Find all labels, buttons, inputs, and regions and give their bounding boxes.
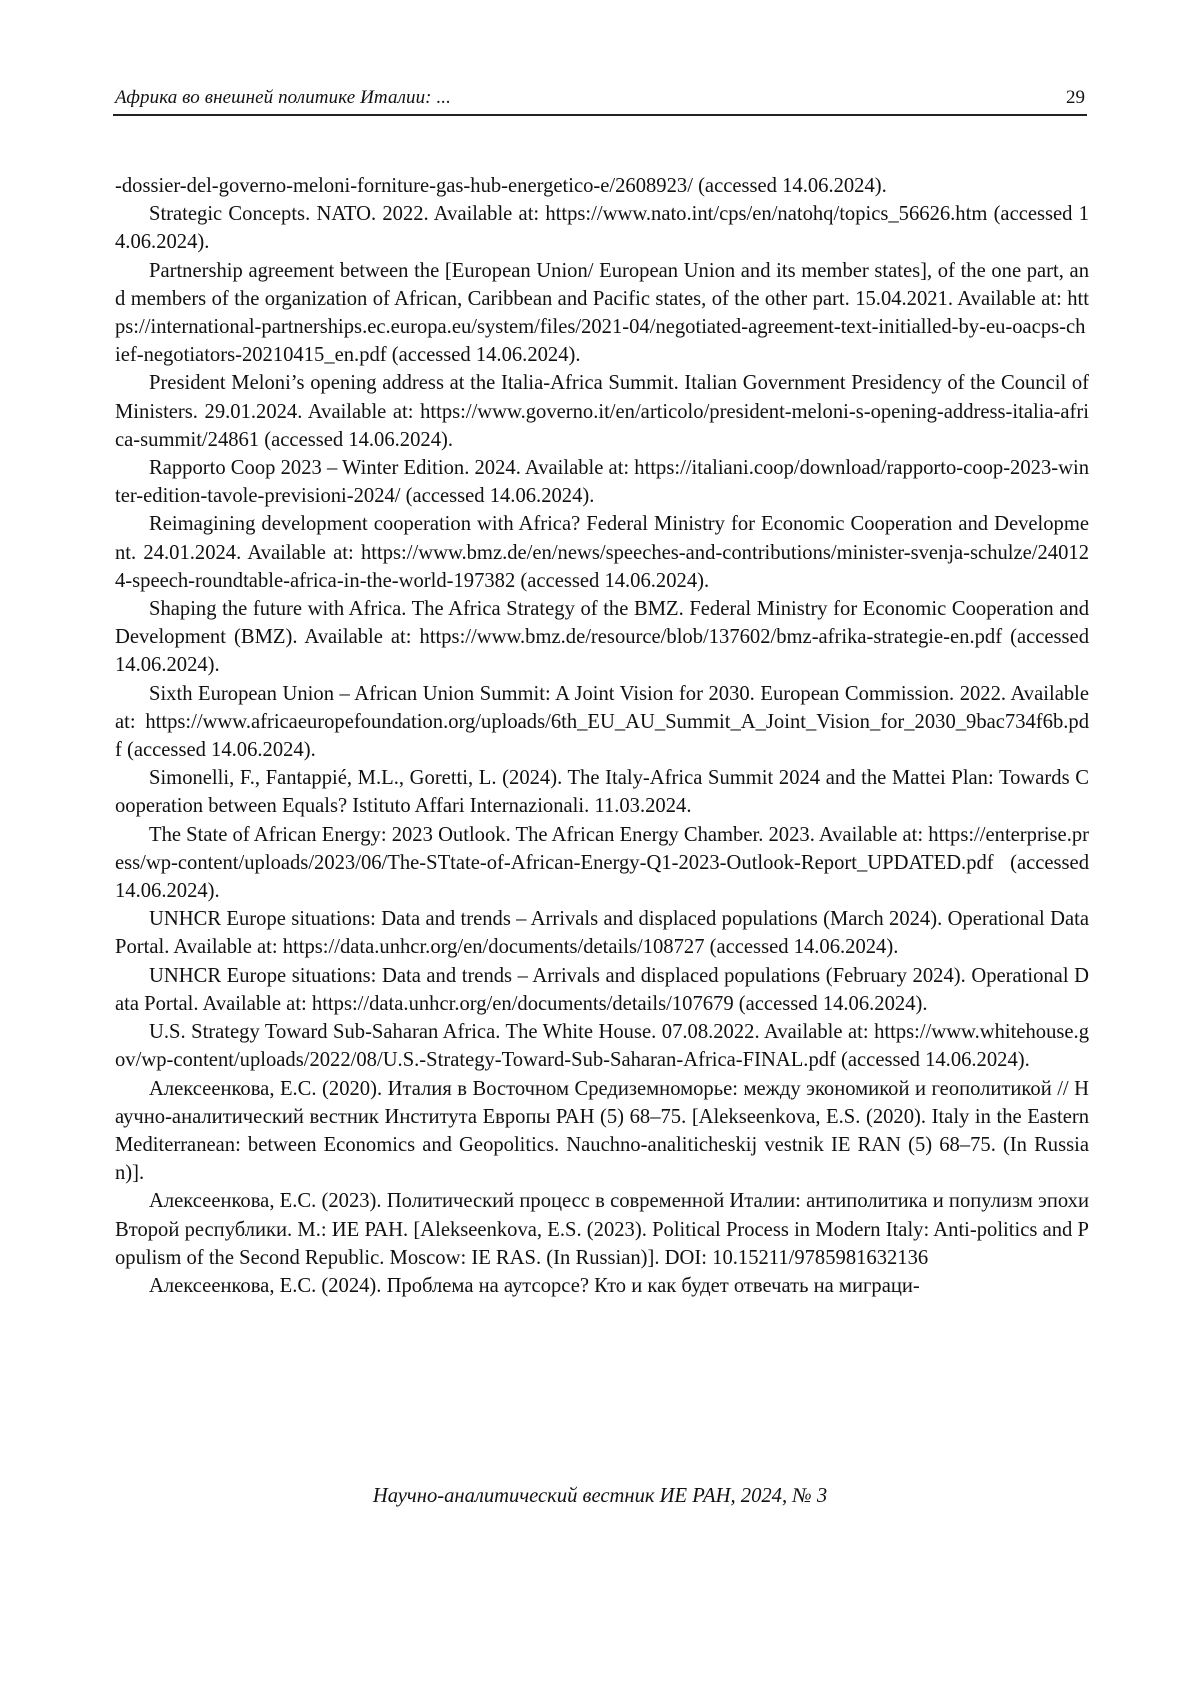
reference-entry: The State of African Energy: 2023 Outlook. The African Energy Chamber. 2023. Available at: https://enterprise.press/wp-content/uploads/2023/06/The-STtate-of-African-Energy-Q1-2023-Outlook-Report_UPDATED.pdf (accessed 14.06.2024). xyxy=(115,823,1089,903)
reference-entry: Strategic Concepts. NATO. 2022. Available at: https://www.nato.int/cps/en/natohq/topics_56626.htm (accessed 14.06.2024). xyxy=(115,203,1089,254)
reference-entry: President Meloni’s opening address at the Italia-Africa Summit. Italian Government Presidency of the Council of Ministers. 29.01.2024. Available at: https://www.governo.it/en/articolo/president-meloni-s-opening-address-italia-africa-summit/24861 (accessed 14.06.2024). xyxy=(115,372,1089,451)
reference-entry: Rapporto Coop 2023 – Winter Edition. 2024. Available at: https://italiani.coop/download/rapporto-coop-2023-winter-edition-tavole-previsioni-2024/ (accessed 14.06.2024). xyxy=(115,457,1089,508)
reference-entry: Алексеенкова, Е.С. (2024). Проблема на аутсорсе? Кто и как будет отвечать на миграци- xyxy=(149,1274,920,1297)
reference-entry: Алексеенкова, Е.С. (2023). Политический процесс в современной Италии: антиполитика и популизм эпохи Второй республики. М.: ИЕ РАН. [Alekseenkova, E.S. (2023). Political Process in Modern Italy: Anti-politics and Populism of the Second Republic. Moscow: IE RAS. (In Russian)]. DOI: 10.15211/9785981632136 xyxy=(115,1190,1089,1269)
reference-entry: Partnership agreement between the [European Union/ European Union and its member states], of the one part, and members of the organization of African, Caribbean and Pacific states, of the other part. 15.04.2021. Available at: https://international-partnerships.ec.europa.eu/system/files/2021-04/negotiated-agreement-text-initialled-by-eu-oacps-chief-negotiators-20210415_en.pdf (accessed 14.06.2024). xyxy=(115,259,1089,367)
running-header xyxy=(113,84,1087,116)
page-number: 29 xyxy=(1066,87,1085,108)
running-title: Африка во внешней политике Италии: ... xyxy=(115,87,451,108)
reference-entry: UNHCR Europe situations: Data and trends – Arrivals and displaced populations (February 2024). Operational Data Portal. Available at: https://data.unhcr.org/en/documents/details/107679 (accessed 14.06.2024). xyxy=(115,964,1089,1015)
reference-entry: Алексеенкова, Е.С. (2020). Италия в Восточном Средиземноморье: между экономикой и геополитикой // Научно-аналитический вестник Института Европы РАН (5) 68–75. [Alekseenkova, E.S. (2020). Italy in the Eastern Mediterranean: between Economics and Geopolitics. Nauchno-analiticheskij vestnik IE RAN (5) 68–75. (In Russian)]. xyxy=(115,1077,1089,1185)
reference-entry: Reimagining development cooperation with Africa? Federal Ministry for Economic Cooperation and Development. 24.01.2024. Available at: https://www.bmz.de/en/news/speeches-and-contributions/minister-svenja-schulze/240124-speech-roundtable-africa-in-the-world-197382 (accessed 14.06.2024). xyxy=(115,513,1089,592)
reference-entry: -dossier-del-governo-meloni-forniture-gas-hub-energetico-e/2608923/ (accessed 14.06.2024). xyxy=(115,175,887,197)
reference-entry: Shaping the future with Africa. The Africa Strategy of the BMZ. Federal Ministry for Economic Cooperation and Development (BMZ). Available at: https://www.bmz.de/resource/blob/137602/bmz-afrika-strategie-en.pdf (accessed 14.06.2024). xyxy=(115,598,1089,677)
reference-entry: Simonelli, F., Fantappié, M.L., Goretti, L. (2024). The Italy-Africa Summit 2024 and the Mattei Plan: Towards Cooperation between Equals? Istituto Affari Internazionali. 11.03.2024. xyxy=(115,767,1089,818)
reference-list xyxy=(115,172,1089,1300)
reference-entry: U.S. Strategy Toward Sub-Saharan Africa. The White House. 07.08.2022. Available at: https://www.whitehouse.gov/wp-content/uploads/2022/08/U.S.-Strategy-Toward-Sub-Saharan-Africa-FINAL.pdf (accessed 14.06.2024). xyxy=(115,1021,1089,1072)
reference-entry: UNHCR Europe situations: Data and trends – Arrivals and displaced populations (March 2024). Operational Data Portal. Available at: https://data.unhcr.org/en/documents/details/108727 (accessed 14.06.2024). xyxy=(115,908,1089,959)
reference-entry: Sixth European Union – African Union Summit: A Joint Vision for 2030. European Commission. 2022. Available at: https://www.africaeuropefoundation.org/uploads/6th_EU_AU_Summit_A_Joint_Vision_for_2030_9bac734f6b.pdf (accessed 14.06.2024). xyxy=(115,682,1089,762)
running-footer: Научно-аналитический вестник ИЕ РАН, 2024, № 3 xyxy=(372,1485,828,1507)
